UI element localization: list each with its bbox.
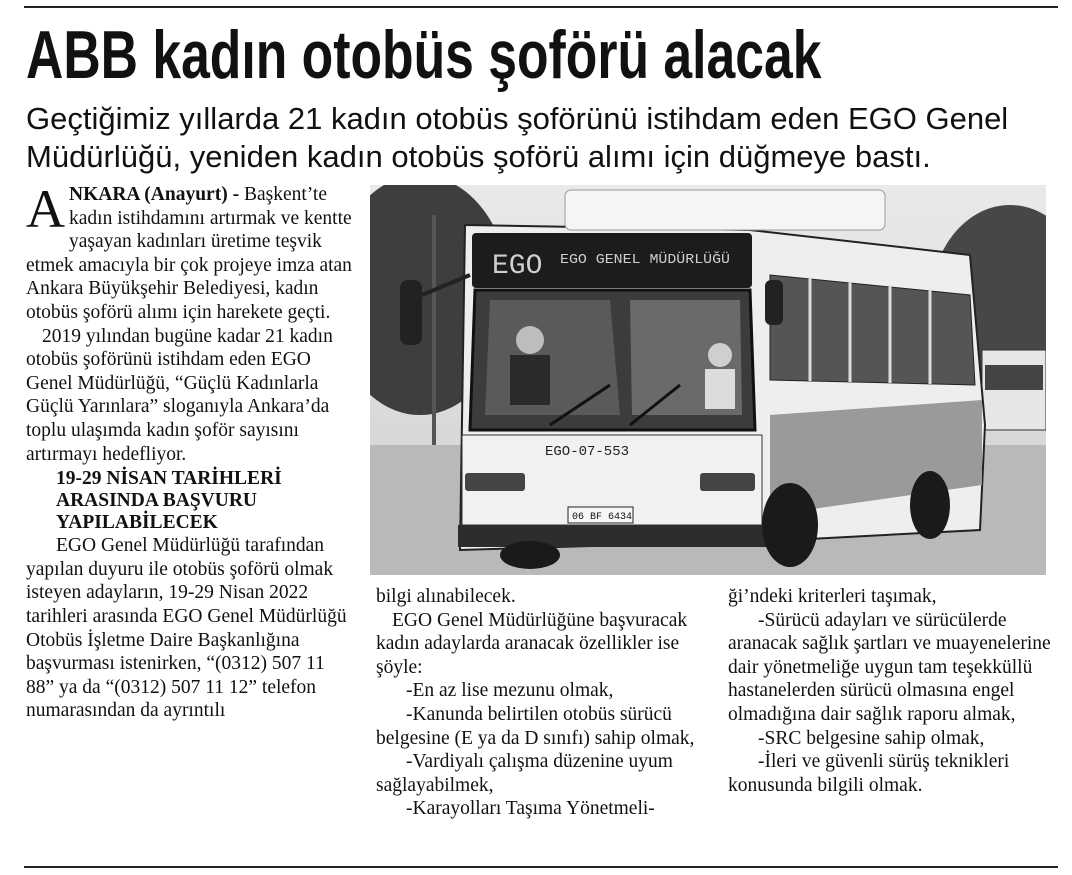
requirement-4-start: -Karayolları Taşıma Yönetmeli- <box>406 798 655 820</box>
deck-subtitle: Geçtiğimiz yıllarda 21 kadın otobüs şoförünü istihdam eden EGO Genel Müdürlüğü, yeniden kadın otobüs şoförü alımı için düğmeye bastı. <box>26 101 1009 174</box>
article-column-2 <box>376 585 696 821</box>
requirement-6: -SRC belgesine sahip olmak, <box>758 727 985 749</box>
requirement-4-end: ği’ndeki kriterleri taşımak, <box>728 586 937 607</box>
requirement-2: -Kanunda belirtilen otobüs sürücü belgesine (E ya da D sınıfı) sahip olmak, <box>376 703 695 749</box>
article-column-3 <box>728 585 1063 797</box>
destination-sign-short: EGO <box>492 251 543 282</box>
destination-sign-text: EGO GENEL MÜDÜRLÜĞÜ <box>560 252 720 268</box>
requirement-3: -Vardiyalı çalışma düzenine uyum sağlayabilmek, <box>376 751 673 796</box>
lead-paragraph <box>26 179 356 325</box>
requirement-7: -İleri ve güvenli sürüş teknikleri konusunda bilgili olmak. <box>728 751 1010 796</box>
drop-cap: A <box>26 179 65 239</box>
license-plate: 06 BF 6434 <box>572 512 633 523</box>
bus-photo <box>370 185 1046 575</box>
subheading: 19-29 NİSAN TARİHLERİ ARASINDA BAŞVURU YAPILABİLECEK <box>56 468 282 534</box>
headline: ABB kadın otobüs şoförü alacak <box>26 17 822 93</box>
paragraph-3-continued: bilgi alınabilecek. <box>376 586 516 607</box>
top-rule <box>24 6 1058 8</box>
paragraph-4: EGO Genel Müdürlüğüne başvuracak kadın adaylarda aranacak özellikler ise şöyle: <box>376 609 688 678</box>
paragraph-1: Başkent’te kadın istihdamını artırmak ve kentte yaşayan kadınları üretime teşvik etmek amacıyla bir çok projeye imza atan Ankara Büyükşehir Belediyesi, kadın otobüs şoförü alımı için harekete geçti. <box>26 184 352 323</box>
requirement-5: -Sürücü adayları ve sürücülerde aranacak sağlık şartları ve muayenelerine dair yönetmeliğe uygun tam teşekküllü hastanelerden sürücü olmasına engel olmadığına dair sağlık raporu almak, <box>728 609 1051 725</box>
bottom-rule <box>24 866 1058 868</box>
paragraph-3: EGO Genel Müdürlüğü tarafından yapılan duyuru ile otobüs şoförü olmak isteyen adayların, 19-29 Nisan 2022 tarihleri arasında EGO Genel Müdürlüğü Otobüs İşletme Daire Başkanlığına başvurması istenirken, “(0312) 507 11 88” ya da “(0312) 507 11 12” telefon numarasından da ayrıntılı <box>26 535 347 722</box>
requirement-1: -En az lise mezunu olmak, <box>406 680 614 702</box>
dateline: NKARA (Anayurt) - <box>69 184 240 205</box>
paragraph-2: 2019 yılından bugüne kadar 21 kadın otobüs şoförünü istihdam eden EGO Genel Müdürlüğü, “Güçlü Kadınlarla Güçlü Yarınlara” sloganıyla Ankara’da toplu ulaşımda kadın şoför sayısını artırmayı hedefliyor. <box>26 325 333 465</box>
fleet-number: EGO-07-553 <box>545 444 630 460</box>
article-column-1 <box>26 179 356 723</box>
